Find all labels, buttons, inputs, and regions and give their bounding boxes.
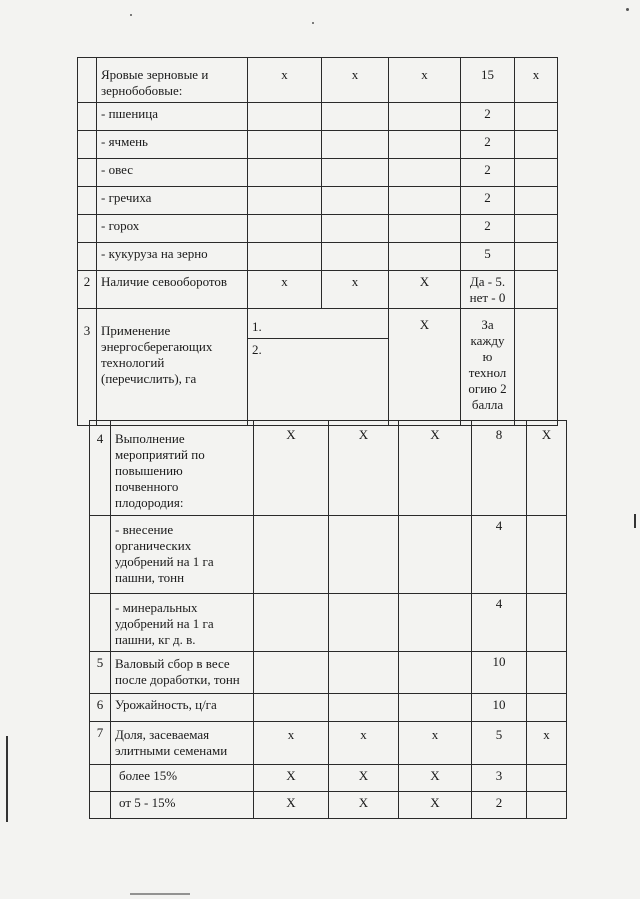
cell-score: 2 <box>461 103 515 131</box>
cell-mark: X <box>254 792 329 819</box>
table-row <box>78 243 558 271</box>
table-row <box>90 722 567 765</box>
cell-mark: x <box>329 722 399 765</box>
row-label: - овес <box>97 159 248 187</box>
cell-score: 5 <box>472 722 527 765</box>
cell-mark: X <box>389 309 461 426</box>
scan-speck <box>312 22 314 24</box>
cell-mark: X <box>254 765 329 792</box>
cell-score: 2 <box>461 159 515 187</box>
technology-list <box>248 309 389 426</box>
scan-speck <box>626 8 629 11</box>
cell-mark: X <box>329 765 399 792</box>
row-label: Применение энергосберегающих технологий (перечислить), га <box>97 309 248 426</box>
row-label: Яровые зерновые и зернобобовые: <box>97 58 248 103</box>
margin-line <box>130 893 190 895</box>
table-row <box>78 271 558 309</box>
cell-score: Да - 5. нет - 0 <box>461 271 515 309</box>
cell-mark: x <box>248 58 322 103</box>
cell-mark: x <box>399 722 472 765</box>
criteria-table-lower <box>89 420 567 819</box>
table-row <box>90 694 567 722</box>
table-row <box>90 652 567 694</box>
margin-line <box>6 736 8 822</box>
cell-mark: X <box>399 765 472 792</box>
table-row <box>78 215 558 243</box>
cell-score: 10 <box>472 652 527 694</box>
row-label: от 5 - 15% <box>111 792 254 819</box>
cell-mark: x <box>322 58 389 103</box>
cell-mark: X <box>329 421 399 516</box>
cell-score: 3 <box>472 765 527 792</box>
table-row <box>78 131 558 159</box>
row-label: - ячмень <box>97 131 248 159</box>
row-label: - минеральных удобрений на 1 га пашни, кг д. в. <box>111 594 254 652</box>
row-label: Доля, засеваемая элитными семенами <box>111 722 254 765</box>
row-label: более 15% <box>111 765 254 792</box>
table-row <box>90 421 567 516</box>
scan-speck <box>130 14 132 16</box>
cell-score: 2 <box>461 131 515 159</box>
cell-score: 2 <box>461 187 515 215</box>
row-number: 4 <box>90 421 111 516</box>
row-label: Валовый сбор в весе после доработки, тонн <box>111 652 254 694</box>
table-row <box>90 765 567 792</box>
cell-mark: x <box>248 271 322 309</box>
cell-mark: x <box>254 722 329 765</box>
row-label: Урожайность, ц/га <box>111 694 254 722</box>
table-row <box>90 594 567 652</box>
cell-score: 4 <box>472 516 527 594</box>
table-row <box>90 516 567 594</box>
cell-score: 4 <box>472 594 527 652</box>
table-row <box>78 103 558 131</box>
cell-score: 15 <box>461 58 515 103</box>
cell-mark: x <box>389 58 461 103</box>
cell-mark: X <box>399 792 472 819</box>
row-label: - пшеница <box>97 103 248 131</box>
cell-score: 10 <box>472 694 527 722</box>
table-row <box>78 309 558 426</box>
technology-item: 2. <box>252 342 262 357</box>
table-row <box>78 187 558 215</box>
row-label: - внесение органических удобрений на 1 га пашни, тонн <box>111 516 254 594</box>
row-number: 6 <box>90 694 111 722</box>
cell-score: 8 <box>472 421 527 516</box>
cell-score: За кажду ю технол огию 2 балла <box>461 309 515 426</box>
row-number <box>78 58 97 103</box>
margin-line <box>634 514 636 528</box>
cell-mark: x <box>527 722 567 765</box>
row-number: 7 <box>90 722 111 765</box>
row-label: Выполнение мероприятий по повышению почвенного плодородия: <box>111 421 254 516</box>
cell-mark: x <box>515 58 558 103</box>
cell-mark: X <box>527 421 567 516</box>
cell-score: 5 <box>461 243 515 271</box>
row-label: - гречиха <box>97 187 248 215</box>
cell-score: 2 <box>461 215 515 243</box>
cell-mark: X <box>254 421 329 516</box>
row-number: 2 <box>78 271 97 309</box>
table-row <box>78 58 558 103</box>
table-row <box>90 792 567 819</box>
cell-score: 2 <box>472 792 527 819</box>
row-label: - кукуруза на зерно <box>97 243 248 271</box>
row-label: Наличие севооборотов <box>97 271 248 309</box>
row-number: 5 <box>90 652 111 694</box>
criteria-table-upper <box>77 57 558 426</box>
cell-mark: X <box>399 421 472 516</box>
cell-mark: X <box>389 271 461 309</box>
technology-item: 1. <box>248 309 388 339</box>
row-label: - горох <box>97 215 248 243</box>
cell-mark: X <box>329 792 399 819</box>
cell-mark: x <box>322 271 389 309</box>
table-row <box>78 159 558 187</box>
row-number: 3 <box>78 309 97 426</box>
